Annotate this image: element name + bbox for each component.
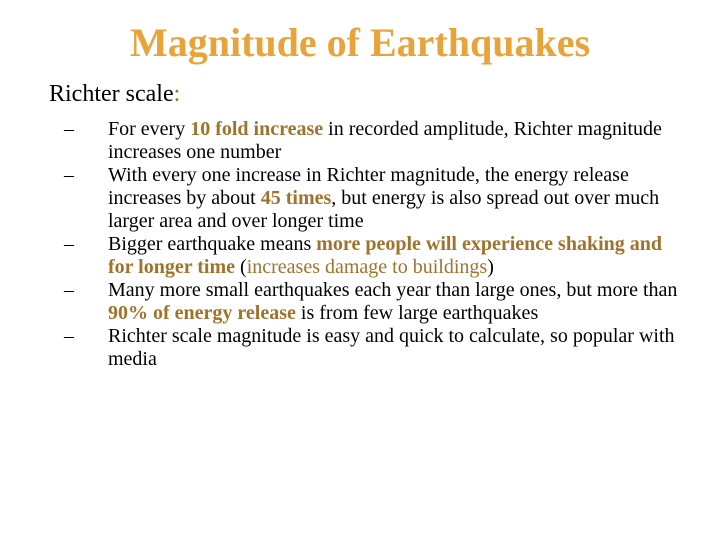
bullet-dash: –	[64, 233, 74, 255]
section-heading-colon: :	[173, 81, 181, 107]
slide-title: Magnitude of Earthquakes	[129, 20, 591, 65]
bullet-dash: –	[64, 279, 74, 301]
bullet-dash: –	[64, 118, 74, 140]
bullet-text: Richter scale magnitude is easy and quick to calculate, so popular with media	[108, 325, 675, 370]
bullet-text: Bigger earthquake means	[108, 233, 317, 255]
bullet-text: Many more small earthquakes each year than large ones, but more than	[108, 279, 678, 301]
bullet-dash: –	[64, 164, 74, 186]
bullet-dash: –	[64, 325, 74, 347]
bullet-text: , but energy is also spread out over much larger area and over longer time	[108, 187, 660, 232]
bullet-text: )	[487, 256, 494, 278]
bullet-highlight: 10 fold increase	[190, 118, 324, 140]
bullet-highlight: more people will experience shaking and for longer time	[108, 233, 663, 278]
bullet-highlight: 90% of energy release	[108, 302, 296, 324]
bullet-text: is from few large earthquakes	[295, 302, 539, 324]
section-heading	[49, 79, 180, 109]
bullet-text: With every one increase in Richter magnitude, the energy release increases by about	[108, 164, 629, 209]
bullet-text: (	[235, 256, 247, 278]
section-heading-label: Richter scale	[49, 81, 174, 107]
bullet-item	[64, 233, 684, 279]
bullet-text: For every	[108, 118, 191, 140]
bullet-item	[64, 325, 684, 371]
bullet-item	[64, 279, 684, 325]
bullet-text: in recorded amplitude, Richter magnitude increases one number	[108, 118, 662, 163]
bullet-highlight-plain: increases damage to buildings	[246, 256, 488, 278]
bullet-item	[64, 164, 684, 233]
bullet-highlight: 45 times	[260, 187, 332, 209]
bullet-list	[64, 118, 684, 371]
bullet-item	[64, 118, 684, 164]
